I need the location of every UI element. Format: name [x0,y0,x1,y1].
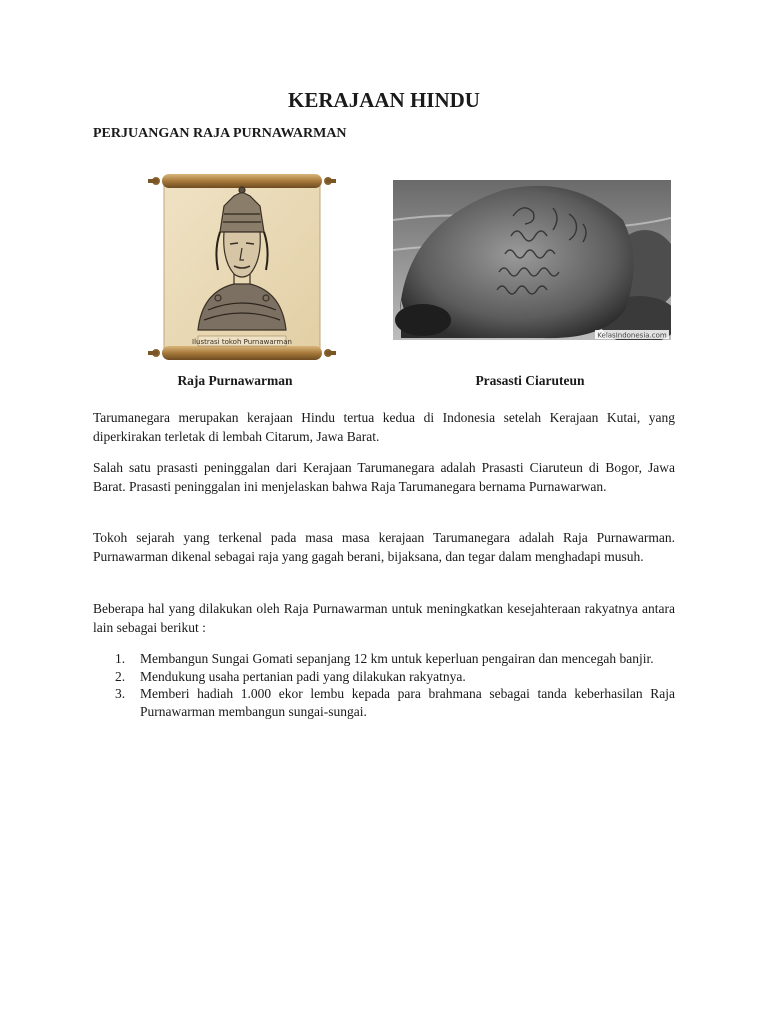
inscribed-stone-icon [393,180,671,340]
list-number: 1. [115,651,126,666]
document-title: KERAJAAN HINDU [288,88,480,112]
list-item-text: Mendukung usaha pertanian padi yang dilakukan rakyatnya. [140,668,466,684]
figure-caption-ciaruteun: Prasasti Ciaruteun [475,373,585,388]
list-item [93,685,675,720]
scroll-portrait-figure [148,170,336,365]
portrait-inner-label: Ilustrasi tokoh Purnawarman [192,338,292,346]
paragraph: Salah satu prasasti peninggalan dari Kerajaan Tarumanegara adalah Prasasti Ciaruteun di Bogor, Jawa Barat. Prasasti peninggalan ini menjelaskan bahwa Raja Tarumanegara bernama Purnawarwan. [93,460,675,494]
figure-caption-purnawarman: Raja Purnawarman [177,373,293,388]
inscription-stone-figure [393,180,671,340]
section-subtitle: PERJUANGAN RAJA PURNAWARMAN [93,126,347,141]
list-number: 3. [115,686,126,701]
list-number: 2. [115,668,126,684]
achievements-list [93,650,675,720]
paragraph: Beberapa hal yang dilakukan oleh Raja Purnawarman untuk meningkatkan kesejahteraan rakyatnya antara lain sebagai berikut : [93,601,675,635]
paragraph: Tokoh sejarah yang terkenal pada masa masa kerajaan Tarumanegara adalah Raja Purnawarman. Purnawarman dikenal sebagai raja yang gagah berani, bijaksana, dan tegar dalam menghadapi musuh. [93,530,675,564]
photo-watermark: KelasIndonesia.com [597,331,667,340]
scroll-portrait-icon [148,170,336,365]
list-item [93,650,675,668]
list-item-text: Membangun Sungai Gomati sepanjang 12 km untuk keperluan pengairan dan mencegah banjir. [140,651,654,666]
list-item [93,668,675,686]
list-item-text: Memberi hadiah 1.000 ekor lembu kepada para brahmana sebagai tanda keberhasilan Raja Purnawarman membangun sungai-sungai. [140,686,675,719]
paragraph: Tarumanegara merupakan kerajaan Hindu tertua kedua di Indonesia setelah Kerajaan Kutai, yang diperkirakan terletak di lembah Citarum, Jawa Barat. [93,410,675,444]
